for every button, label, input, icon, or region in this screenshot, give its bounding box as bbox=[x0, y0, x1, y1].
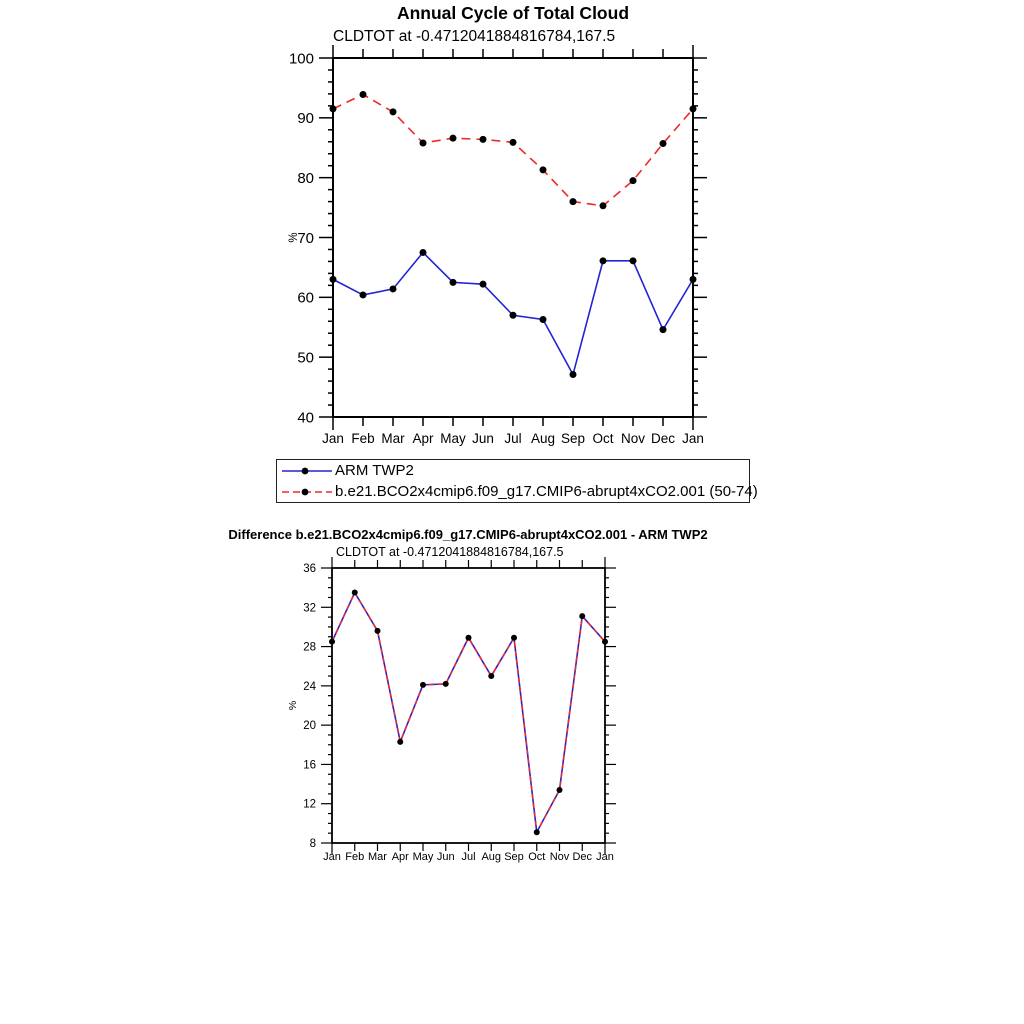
y-tick-label: 24 bbox=[303, 680, 316, 693]
x-tick-label: Dec bbox=[572, 851, 593, 863]
y-tick-label: 90 bbox=[297, 110, 314, 128]
data-point bbox=[660, 140, 667, 147]
legend-box bbox=[276, 459, 758, 503]
y-tick-label: 60 bbox=[297, 289, 314, 307]
data-point bbox=[466, 635, 472, 641]
x-tick-label: Jul bbox=[461, 851, 476, 863]
x-tick-label: Mar bbox=[368, 851, 387, 863]
series-line bbox=[333, 94, 693, 205]
x-tick-label: Jun bbox=[436, 851, 455, 863]
bottom-chart-title: Difference b.e21.BCO2x4cmip6.f09_g17.CMIP6-abrupt4xCO2.001 - ARM TWP2 bbox=[228, 527, 708, 542]
data-point bbox=[443, 681, 449, 687]
data-point bbox=[579, 613, 585, 619]
data-point bbox=[390, 108, 397, 115]
x-tick-label: Jan bbox=[596, 851, 614, 863]
x-tick-label: Jan bbox=[323, 851, 341, 863]
x-tick-label: Nov bbox=[620, 431, 646, 446]
x-tick-label: Nov bbox=[549, 851, 570, 863]
y-tick-label: 28 bbox=[303, 641, 316, 654]
data-point bbox=[360, 91, 367, 98]
data-point bbox=[360, 291, 367, 298]
plot-frame bbox=[332, 568, 605, 843]
top-chart-subtitle: CLDTOT at -0.4712041884816784,167.5 bbox=[333, 28, 616, 45]
x-tick-label: Mar bbox=[381, 431, 405, 446]
y-tick-label: 16 bbox=[303, 759, 316, 772]
legend-label-model: b.e21.BCO2x4cmip6.f09_g17.CMIP6-abrupt4xCO2.001 (50-74) bbox=[335, 483, 758, 500]
x-tick-label: Oct bbox=[592, 431, 614, 446]
data-point bbox=[450, 135, 457, 142]
data-point bbox=[690, 276, 697, 283]
y-tick-label: 80 bbox=[297, 169, 314, 187]
y-tick-label: 50 bbox=[297, 349, 314, 367]
y-tick-label: 8 bbox=[309, 838, 316, 851]
x-tick-label: Jun bbox=[472, 431, 494, 446]
x-tick-label: Feb bbox=[351, 431, 375, 446]
data-point bbox=[540, 166, 547, 173]
data-point bbox=[630, 257, 637, 264]
data-point bbox=[690, 105, 697, 112]
data-point bbox=[329, 639, 335, 645]
bottom-chart-plot bbox=[287, 557, 616, 863]
x-tick-label: Aug bbox=[481, 851, 502, 863]
y-tick-label: 40 bbox=[297, 409, 314, 427]
x-tick-label: May bbox=[412, 851, 434, 863]
top-chart-title: Annual Cycle of Total Cloud bbox=[396, 3, 630, 23]
y-tick-label: 36 bbox=[303, 563, 316, 576]
legend-line-dashed-icon bbox=[281, 485, 333, 499]
x-tick-label: Sep bbox=[560, 431, 586, 446]
legend-entry-arm-twp2 bbox=[281, 460, 749, 481]
data-point bbox=[420, 249, 427, 256]
x-tick-label: Aug bbox=[530, 431, 556, 446]
data-point bbox=[390, 285, 397, 292]
x-tick-label: Jan bbox=[682, 431, 704, 446]
top-chart-plot bbox=[288, 45, 707, 446]
x-tick-label: Jan bbox=[322, 431, 344, 446]
x-tick-label: Jul bbox=[504, 431, 522, 446]
data-point bbox=[602, 639, 608, 645]
data-point bbox=[511, 635, 517, 641]
data-point bbox=[375, 628, 381, 634]
x-tick-label: Oct bbox=[528, 851, 546, 863]
legend-line-solid-icon bbox=[281, 464, 333, 478]
x-tick-label: Feb bbox=[345, 851, 365, 863]
data-point bbox=[397, 739, 403, 745]
bottom-chart-subtitle: CLDTOT at -0.4712041884816784,167.5 bbox=[336, 545, 564, 559]
data-point bbox=[557, 787, 563, 793]
data-point bbox=[600, 202, 607, 209]
series-overlay-line bbox=[332, 593, 605, 833]
x-tick-label: Dec bbox=[650, 431, 676, 446]
data-point bbox=[488, 673, 494, 679]
data-point bbox=[540, 316, 547, 323]
data-point bbox=[352, 590, 358, 596]
data-point bbox=[570, 198, 577, 205]
y-tick-label: 20 bbox=[303, 720, 316, 733]
series-line bbox=[332, 593, 605, 833]
legend-entry-model bbox=[281, 481, 758, 502]
x-tick-label: Apr bbox=[412, 431, 434, 446]
y-tick-label: 70 bbox=[297, 229, 314, 247]
data-point bbox=[450, 279, 457, 286]
data-point bbox=[570, 371, 577, 378]
y-axis-label: % bbox=[288, 232, 300, 243]
y-tick-label: 100 bbox=[288, 50, 314, 68]
plot-frame bbox=[333, 58, 693, 417]
data-point bbox=[630, 177, 637, 184]
y-axis-label: % bbox=[287, 700, 299, 711]
data-point bbox=[534, 829, 540, 835]
data-point bbox=[330, 276, 337, 283]
legend-label-arm-twp2: ARM TWP2 bbox=[335, 462, 414, 479]
data-point bbox=[600, 257, 607, 264]
data-point bbox=[420, 139, 427, 146]
data-point bbox=[660, 326, 667, 333]
data-point bbox=[480, 281, 487, 288]
data-point bbox=[420, 682, 426, 688]
data-point bbox=[510, 139, 517, 146]
y-tick-label: 12 bbox=[303, 798, 316, 811]
data-point bbox=[510, 312, 517, 319]
x-tick-label: May bbox=[440, 431, 466, 446]
data-point bbox=[480, 136, 487, 143]
y-tick-label: 32 bbox=[303, 602, 316, 615]
data-point bbox=[330, 105, 337, 112]
x-tick-label: Sep bbox=[504, 851, 524, 863]
x-tick-label: Apr bbox=[391, 851, 409, 863]
